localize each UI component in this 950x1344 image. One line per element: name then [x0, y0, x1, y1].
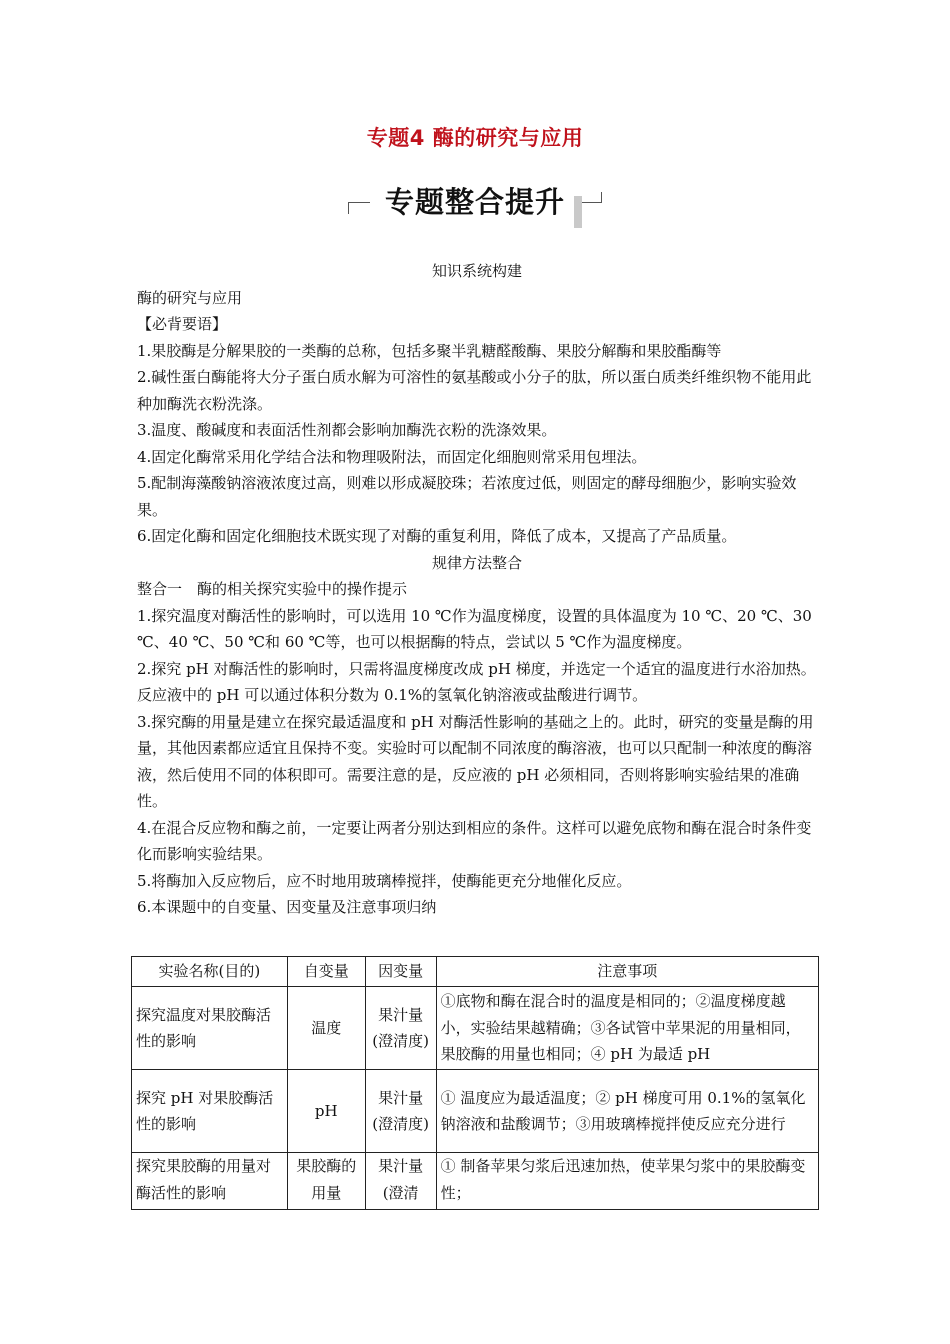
list-item: 6.本课题中的自变量、因变量及注意事项归纳: [137, 898, 437, 916]
table-cell-indep: 果胶酶的用量: [287, 1153, 365, 1210]
list-item: 2.探究 pH 对酶活性的影响时，只需将温度梯度改成 pH 梯度，并选定一个适宜的温度进行水浴加热。反应液中的 pH 可以通过体积分数为 0.1%的氢氧化钠溶液或盐酸进行调节。: [137, 659, 816, 704]
table-cell-dep: 果汁量(澄清度): [365, 987, 436, 1070]
list-item: 1.探究温度对酶活性的影响时，可以选用 10 ℃作为温度梯度，设置的具体温度为 10 ℃、20 ℃、30 ℃、40 ℃、50 ℃和 60 ℃等，也可以根据酶的特点，尝试以 5 ℃作为温度梯度。: [137, 606, 812, 651]
banner-title: 专题整合提升: [384, 185, 565, 219]
table-header-cell: 注意事项: [436, 957, 818, 987]
table-cell-notes: ①底物和酶在混合时的温度是相同的；②温度梯度越小，实验结果越精确；③各试管中苹果泥的用量相同，果胶酶的用量也相同；④ pH 为最适 pH: [436, 987, 818, 1070]
list-item: 2.碱性蛋白酶能将大分子蛋白质水解为可溶性的氨基酸或小分子的肽，所以蛋白质类纤维织物不能用此种加酶洗衣粉洗涤。: [137, 368, 812, 413]
table-cell-notes: ① 温度应为最适温度；② pH 梯度可用 0.1%的氢氧化钠溶液和盐酸调节；③用玻璃棒搅拌使反应充分进行: [436, 1070, 818, 1153]
table-header-row: [132, 957, 819, 987]
table-row: [132, 1153, 819, 1210]
banner-decor-line: [580, 202, 602, 203]
section-heading: 知识系统构建: [431, 262, 522, 280]
table-cell-dep: 果汁量(澄清: [365, 1153, 436, 1210]
list-item: 5.将酶加入反应物后，应不时地用玻璃棒搅拌，使酶能更充分地催化反应。: [137, 871, 632, 890]
table-cell-name: 探究温度对果胶酶活性的影响: [132, 987, 288, 1070]
list-item: 3.温度、酸碱度和表面活性剂都会影响加酶洗衣粉的洗涤效果。: [137, 421, 557, 439]
table-cell-indep: 温度: [287, 987, 365, 1070]
banner-decor-tick: [348, 202, 349, 214]
table-header-cell: 因变量: [365, 957, 436, 987]
table-cell-name: 探究 pH 对果胶酶活性的影响: [132, 1070, 288, 1153]
list-item: 5.配制海藻酸钠溶液浓度过高，则难以形成凝胶珠；若浓度过低，则固定的酵母细胞少，影响实验效果。: [137, 474, 797, 519]
document-body: [137, 258, 817, 921]
table-cell-name: 探究果胶酶的用量对酶活性的影响: [132, 1153, 288, 1210]
section-subtitle: 酶的研究与应用: [137, 288, 243, 307]
list-item: 4.在混合反应物和酶之前，一定要让两者分别达到相应的条件。这样可以避免底物和酶在混合时条件变化而影响实验结果。: [137, 818, 812, 863]
list-item: 4.固定化酶常采用化学结合法和物理吸附法，而固定化细胞则常采用包埋法。: [137, 447, 647, 466]
section-banner: [348, 178, 602, 228]
list-item: 1.果胶酶是分解果胶的一类酶的总称，包括多聚半乳糖醛酸酶、果胶分解酶和果胶酯酶等: [137, 341, 722, 360]
banner-decor-tick: [601, 192, 602, 203]
table-header-cell: 实验名称(目的): [132, 957, 288, 987]
section-subheading: 整合一 酶的相关探究实验中的操作提示: [137, 580, 408, 598]
table-row: [132, 1070, 819, 1153]
table-cell-dep: 果汁量(澄清度): [365, 1070, 436, 1153]
bracket-label: 【必背要语】: [137, 315, 228, 333]
banner-decor-line: [348, 202, 370, 203]
table-cell-notes: ① 制备苹果匀浆后迅速加热，使苹果匀浆中的果胶酶变性；: [436, 1153, 818, 1210]
table-cell-indep: pH: [287, 1070, 365, 1153]
list-item: 6.固定化酶和固定化细胞技术既实现了对酶的重复利用，降低了成本，又提高了产品质量。: [137, 527, 737, 545]
page-title: 专题4 酶的研究与应用: [366, 126, 584, 150]
list-item: 3.探究酶的用量是建立在探究最适温度和 pH 对酶活性影响的基础之上的。此时，研究的变量是酶的用量，其他因素都应适宜且保持不变。实验时可以配制不同浓度的酶溶液，也可以只配制一种浓度的酶溶液，然后使用不同的体积即可。需要注意的是，反应液的 pH 必须相同，否则将影响实验结果的准确性。: [137, 712, 814, 810]
table-header-cell: 自变量: [287, 957, 365, 987]
section-heading: 规律方法整合: [431, 553, 522, 572]
table-row: [132, 987, 819, 1070]
summary-table: [131, 956, 819, 1210]
